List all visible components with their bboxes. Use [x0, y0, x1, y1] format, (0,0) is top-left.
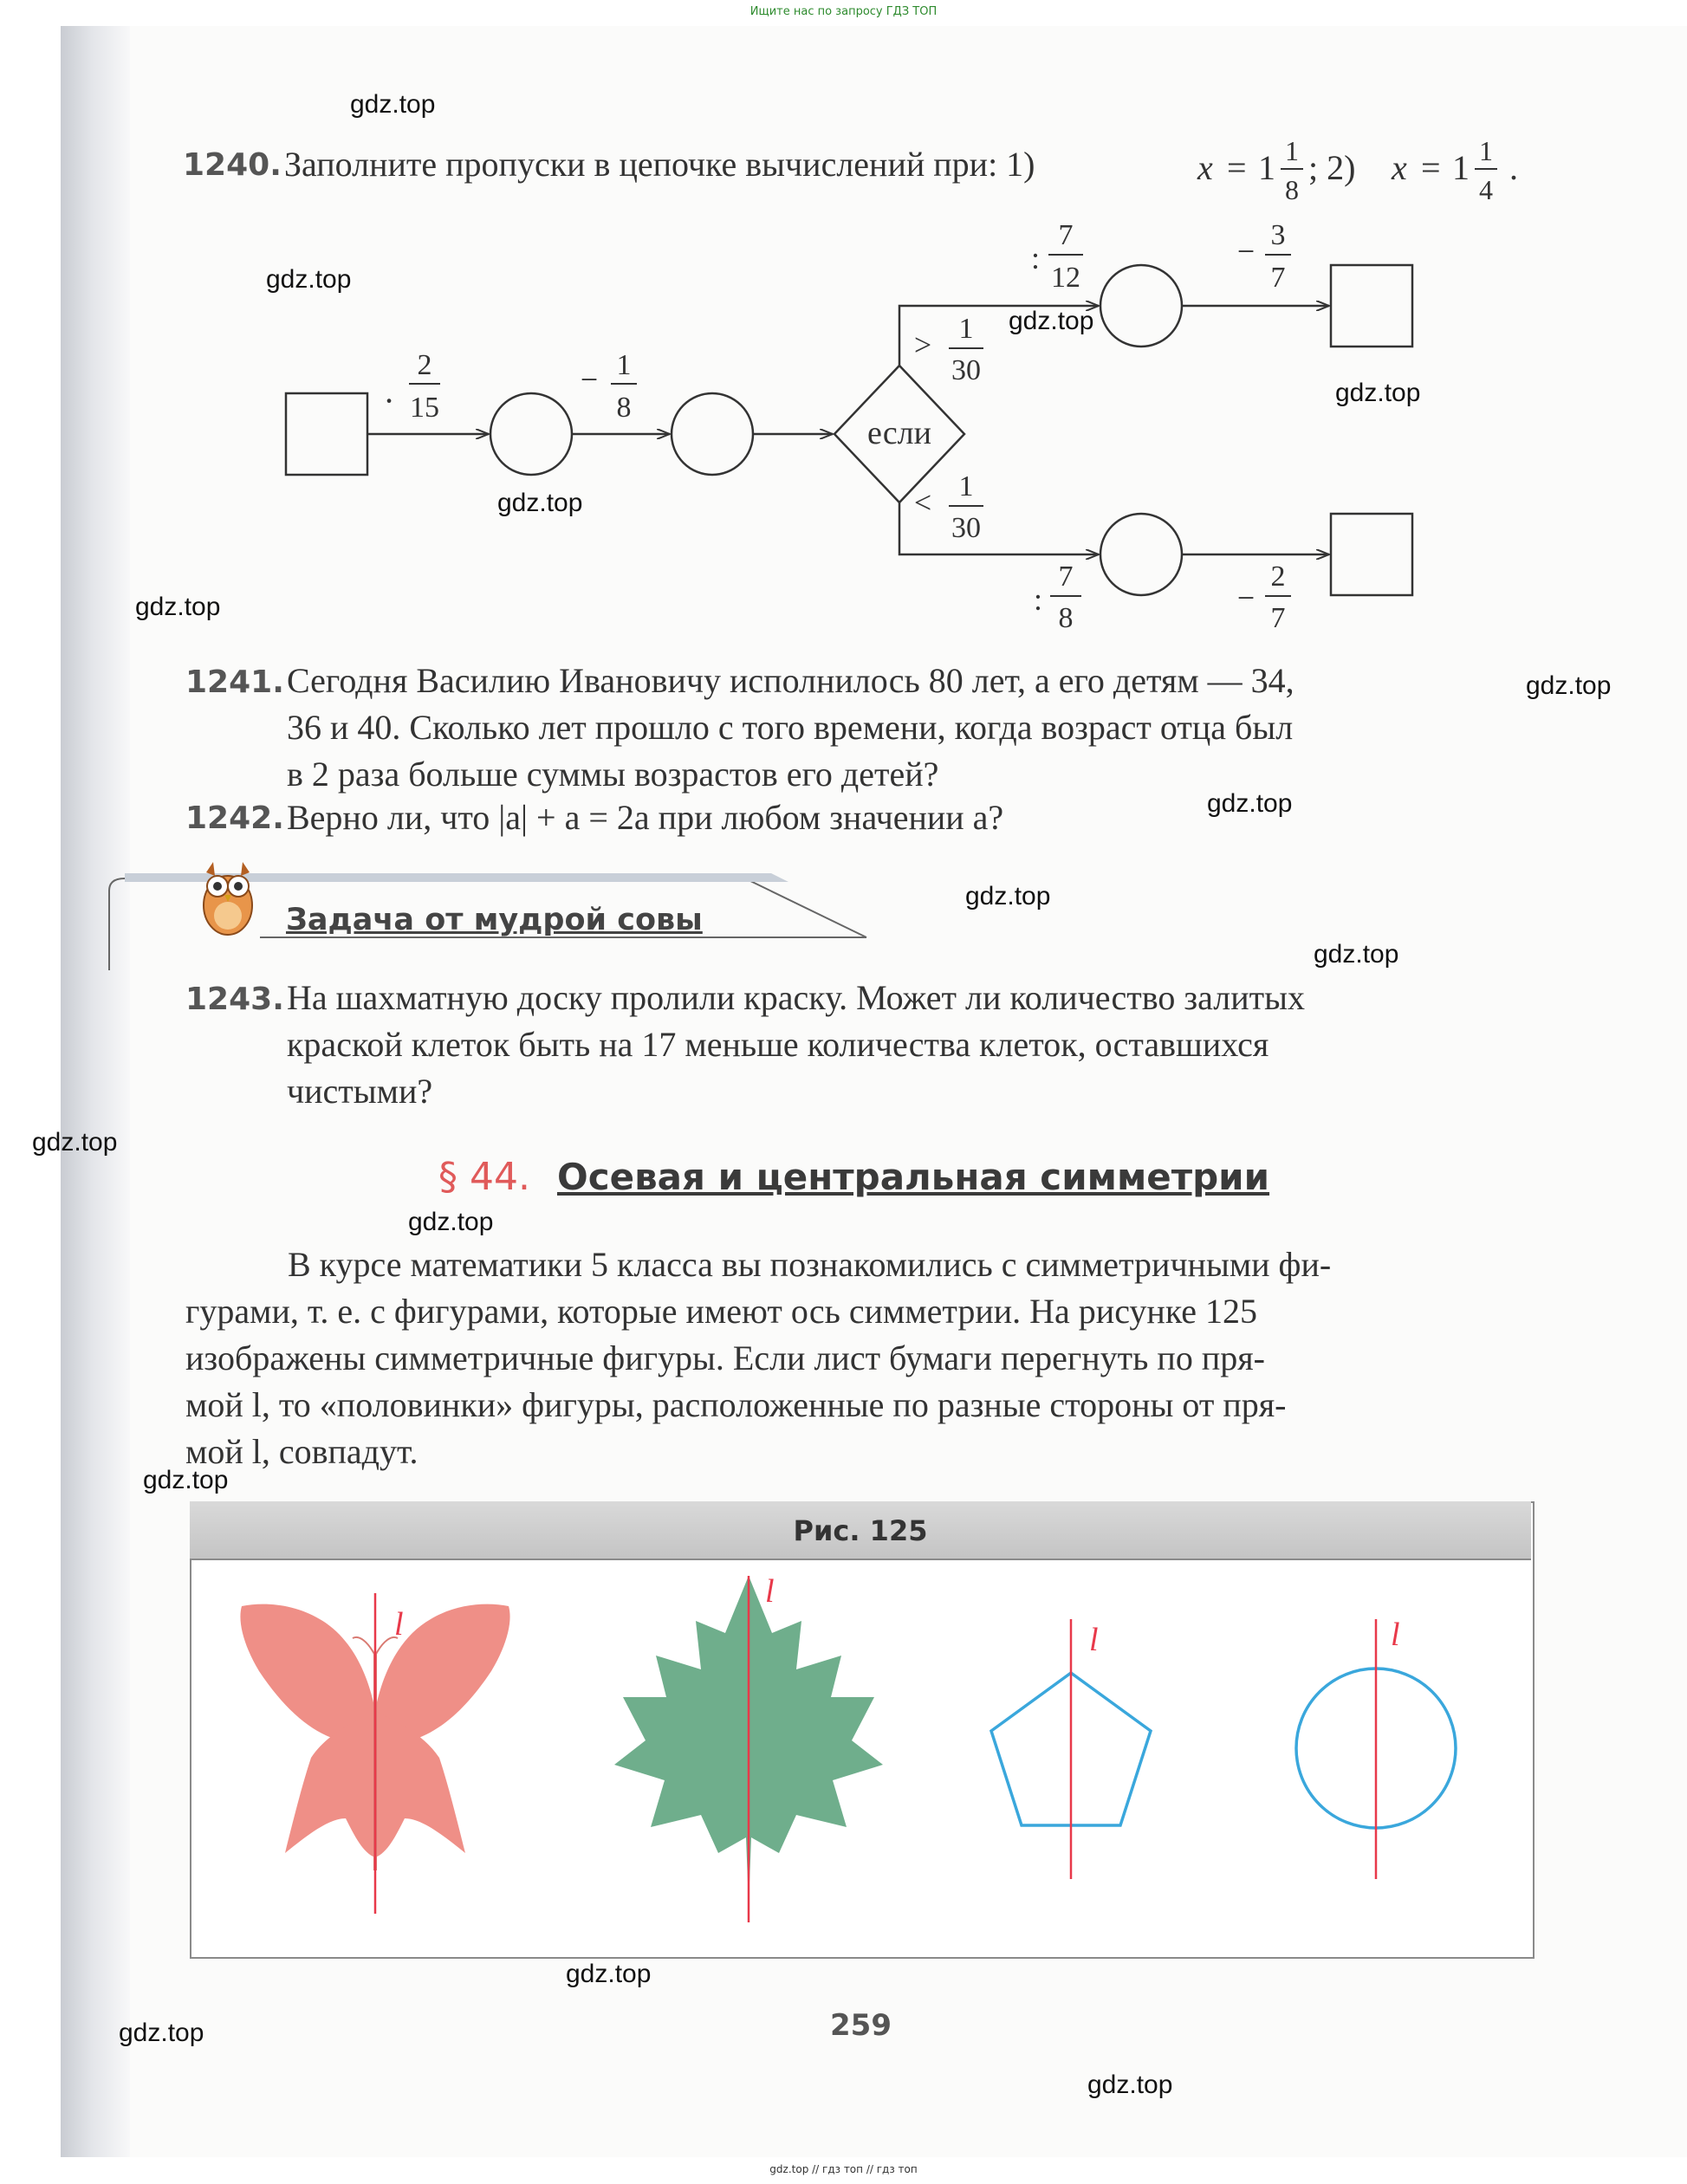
- problem-number-1240: 1240.: [183, 147, 282, 183]
- text-line: мой l, то «половинки» фигуры, расположенные по разные стороны от пря-: [185, 1385, 1287, 1424]
- footer-note: gdz.top // гдз топ // гдз топ: [769, 2163, 918, 2175]
- owl-icon: [189, 853, 267, 940]
- watermark: gdz.top: [1335, 379, 1421, 407]
- watermark: gdz.top: [1207, 789, 1293, 818]
- calculation-chain-diagram: [260, 208, 1473, 658]
- fraction-denominator: 8: [1058, 602, 1074, 634]
- text-line: мой l, совпадут.: [185, 1432, 419, 1471]
- fraction-denominator: 8: [1285, 174, 1299, 205]
- watermark: gdz.top: [32, 1128, 118, 1157]
- fraction-numerator: 1: [1479, 135, 1493, 166]
- watermark: gdz.top: [119, 2019, 204, 2047]
- condition-label: если: [867, 415, 931, 451]
- blank-circle-upper[interactable]: [1100, 265, 1182, 347]
- problem-number-1243: 1243.: [185, 982, 284, 1017]
- equals-sign: =: [1421, 148, 1441, 187]
- watermark: gdz.top: [350, 90, 436, 119]
- fraction-denominator: 30: [951, 354, 981, 386]
- less-than-sign: <: [913, 485, 932, 520]
- watermark: gdz.top: [965, 882, 1051, 911]
- fraction-denominator: 30: [951, 512, 981, 544]
- watermark: gdz.top: [497, 489, 583, 517]
- greater-than-sign: >: [913, 327, 932, 362]
- fraction-denominator: 12: [1051, 262, 1080, 294]
- fraction-denominator: 15: [410, 392, 439, 424]
- minus-sign: −: [1236, 580, 1256, 615]
- axis-label: l: [1089, 1622, 1099, 1658]
- fraction-numerator: 3: [1270, 219, 1286, 251]
- watermark: gdz.top: [566, 1960, 652, 1988]
- fraction-numerator: 1: [958, 470, 974, 502]
- whole-part: 1: [1452, 148, 1470, 187]
- fraction-denominator: 4: [1479, 174, 1493, 205]
- problem-number-1242: 1242.: [185, 800, 284, 836]
- fraction-denominator: 7: [1270, 602, 1286, 634]
- book-spine-shadow: [61, 26, 130, 2157]
- blank-circle-2[interactable]: [672, 393, 753, 475]
- page-number: 259: [830, 2008, 892, 2043]
- blank-circle-1[interactable]: [490, 393, 572, 475]
- fraction-numerator: 1: [958, 313, 974, 345]
- watermark: gdz.top: [1314, 940, 1399, 969]
- problem-text-1243: [287, 975, 1526, 1115]
- text-line: краской клеток быть на 17 меньше количества клеток, оставшихся: [287, 1025, 1269, 1064]
- whole-part: 1: [1258, 148, 1275, 187]
- equals-sign: =: [1227, 148, 1247, 187]
- text-line: изображены симметричные фигуры. Если лист бумаги перегнуть по пря-: [185, 1338, 1265, 1377]
- watermark: gdz.top: [1087, 2071, 1173, 2099]
- separator: ; 2): [1308, 148, 1356, 187]
- text-line: Сегодня Василию Ивановичу исполнилось 80 лет, а его детям — 34,: [287, 661, 1294, 700]
- fraction-numerator: 7: [1058, 219, 1074, 251]
- minus-sign: −: [1236, 234, 1256, 269]
- fraction-numerator: 1: [616, 349, 632, 381]
- section-number: § 44.: [438, 1155, 530, 1199]
- fraction-denominator: 8: [616, 392, 632, 424]
- axis-label: l: [394, 1606, 404, 1643]
- blank-circle-lower[interactable]: [1100, 514, 1182, 595]
- watermark: gdz.top: [135, 593, 221, 621]
- fraction-numerator: 2: [1270, 561, 1286, 593]
- result-box-upper[interactable]: [1331, 265, 1412, 347]
- period: .: [1509, 148, 1518, 187]
- watermark: gdz.top: [143, 1466, 229, 1494]
- problem-text-1241: [287, 658, 1526, 798]
- axis-label: l: [1391, 1617, 1400, 1653]
- watermark: gdz.top: [1009, 307, 1094, 335]
- problem-1240-values: [1187, 126, 1542, 212]
- x-variable: x: [1197, 148, 1213, 187]
- text-line: чистыми?: [287, 1072, 433, 1111]
- text-line: На шахматную доску пролили краску. Может ли количество залитых: [287, 978, 1305, 1017]
- figure-125-shapes: [190, 1559, 1531, 1955]
- figure-title: Рис. 125: [793, 1514, 928, 1547]
- x-variable: x: [1392, 148, 1407, 187]
- fraction-numerator: 7: [1058, 561, 1074, 593]
- problem-text-1240: Заполните пропуски в цепочке вычислений при: 1): [284, 145, 1035, 184]
- fraction-numerator: 1: [1285, 135, 1299, 166]
- result-box-lower[interactable]: [1331, 514, 1412, 595]
- watermark: gdz.top: [1526, 671, 1612, 700]
- problem-text-1242: Верно ли, что |a| + a = 2a при любом значении a?: [287, 798, 1004, 837]
- section-title: Осевая и центральная симметрии: [557, 1156, 1270, 1198]
- fraction-denominator: 7: [1270, 262, 1286, 294]
- problem-number-1241: 1241.: [185, 664, 284, 700]
- owl-box-title: Задача от мудрой совы: [286, 903, 703, 937]
- divide-sign: :: [1030, 241, 1041, 275]
- section-paragraph: [185, 1241, 1528, 1475]
- watermark: gdz.top: [408, 1208, 494, 1236]
- header-note: Ищите нас по запросу ГДЗ ТОП: [749, 5, 938, 18]
- divide-sign: :: [1033, 582, 1043, 617]
- text-line: в 2 раза больше суммы возрастов его детей?: [287, 755, 939, 794]
- watermark: gdz.top: [266, 265, 352, 294]
- text-line: гурами, т. е. с фигурами, которые имеют ось симметрии. На рисунке 125: [185, 1292, 1258, 1331]
- axis-label: l: [765, 1573, 775, 1610]
- text-line: 36 и 40. Сколько лет прошло с того времени, когда возраст отца был: [287, 708, 1294, 747]
- text-line: В курсе математики 5 класса вы познакомились с симметричными фи-: [288, 1245, 1332, 1284]
- input-box[interactable]: [286, 393, 367, 475]
- multiply-sign: ·: [383, 381, 395, 420]
- minus-sign: −: [580, 362, 599, 397]
- fraction-numerator: 2: [417, 349, 432, 381]
